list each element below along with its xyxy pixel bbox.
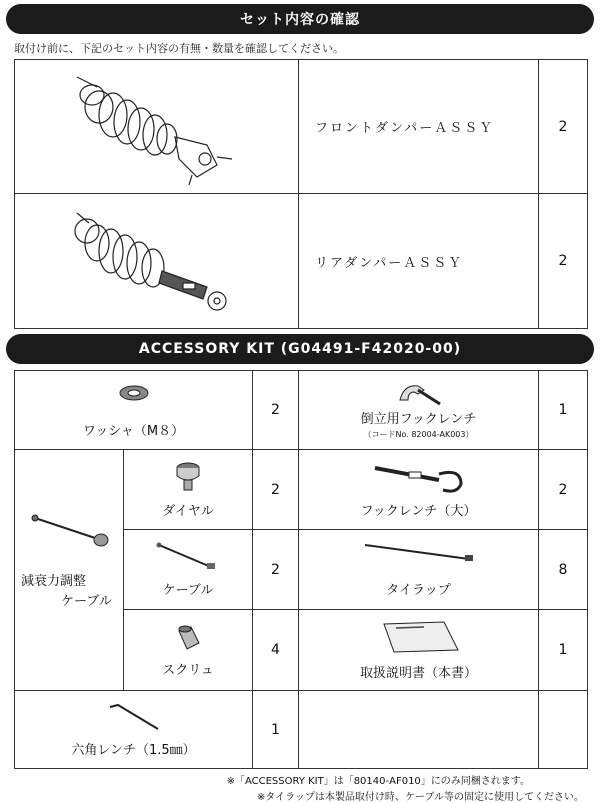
table-row bbox=[15, 60, 588, 194]
washer-cell bbox=[15, 371, 253, 450]
damping-cable-label bbox=[21, 572, 112, 612]
standing-wrench-cell bbox=[299, 371, 539, 450]
tie-wrap-icon bbox=[359, 541, 479, 565]
section-title-accessory-kit: ACCESSORY KIT (G04491-F42020-00) bbox=[6, 334, 594, 364]
cable-cell bbox=[124, 530, 253, 610]
hook-wrench-large-cell bbox=[299, 450, 539, 530]
screw-cell bbox=[124, 610, 253, 691]
washer-icon bbox=[114, 382, 154, 404]
damping-cable-label-line1: 減衰力調整 bbox=[21, 574, 87, 589]
front-damper-assy-drawing bbox=[57, 67, 257, 187]
table-row bbox=[15, 371, 588, 450]
rear-damper-image-cell bbox=[15, 194, 299, 329]
front-damper-image-cell bbox=[15, 60, 299, 194]
standing-wrench-label: 倒立用フックレンチ bbox=[360, 412, 477, 427]
accessory-kit-table bbox=[14, 370, 588, 769]
tie-wrap-cell bbox=[299, 530, 539, 610]
tie-wrap-label: タイラップ bbox=[386, 583, 451, 598]
dial-icon bbox=[173, 460, 203, 492]
screw-icon bbox=[173, 623, 203, 653]
rear-damper-label: リアダンパーＡＳＳＹ bbox=[299, 194, 539, 329]
screw-label: スクリュ bbox=[162, 662, 214, 678]
manual-book-icon bbox=[374, 620, 464, 654]
instruction-text: 取付け前に、下記のセット内容の有無・数量を確認してください。 bbox=[14, 42, 344, 55]
hook-wrench-large-qty: 2 bbox=[539, 450, 588, 530]
manual-cell bbox=[299, 610, 539, 691]
adjust-cable-icon bbox=[25, 510, 115, 550]
hex-wrench-qty: 1 bbox=[253, 691, 299, 769]
footnote-accessory-kit: ※「ACCESSORY KIT」は「80140-AF010」にのみ同梱されます。 bbox=[226, 776, 530, 787]
hook-wrench-large-label: フックレンチ（大） bbox=[360, 504, 477, 519]
table-row bbox=[15, 450, 588, 530]
cable-icon bbox=[153, 541, 223, 573]
cable-qty: 2 bbox=[253, 530, 299, 610]
front-damper-qty: 2 bbox=[539, 60, 588, 194]
dial-qty: 2 bbox=[253, 450, 299, 530]
damping-cable-label-line2: ケーブル bbox=[61, 594, 112, 609]
tie-wrap-qty: 8 bbox=[539, 530, 588, 610]
screw-qty: 4 bbox=[253, 610, 299, 691]
cable-label: ケーブル bbox=[162, 583, 214, 598]
washer-qty: 2 bbox=[253, 371, 299, 450]
dial-label: ダイヤル bbox=[162, 504, 214, 519]
table-row bbox=[15, 691, 588, 769]
hook-wrench-icon bbox=[394, 380, 444, 408]
washer-label: ワッシャ（M８） bbox=[82, 423, 185, 439]
hex-wrench-label: 六角レンチ（1.5㎜） bbox=[71, 743, 196, 758]
front-damper-label: フロントダンパーＡＳＳＹ bbox=[299, 60, 539, 194]
rear-damper-assy-drawing bbox=[57, 201, 257, 321]
hex-wrench-icon bbox=[104, 701, 164, 735]
hook-wrench-large-icon bbox=[369, 460, 469, 496]
table-row bbox=[15, 194, 588, 329]
manual-label: 取扱説明書（本書） bbox=[359, 665, 477, 681]
manual-qty: 1 bbox=[539, 610, 588, 691]
hex-wrench-cell bbox=[15, 691, 253, 769]
standing-wrench-qty: 1 bbox=[539, 371, 588, 450]
damping-cable-cell bbox=[15, 450, 124, 691]
empty-cell bbox=[539, 691, 588, 769]
empty-cell bbox=[299, 691, 539, 769]
set-contents-table bbox=[14, 59, 588, 329]
section-title-set-contents: セット内容の確認 bbox=[6, 4, 594, 34]
standing-wrench-code: （コードNo. 82004-AK003） bbox=[363, 430, 474, 439]
rear-damper-qty: 2 bbox=[539, 194, 588, 329]
footnote-tie-wrap: ※タイラップは本製品取付け時、ケーブル等の固定に使用してください。 bbox=[256, 792, 584, 803]
dial-cell bbox=[124, 450, 253, 530]
